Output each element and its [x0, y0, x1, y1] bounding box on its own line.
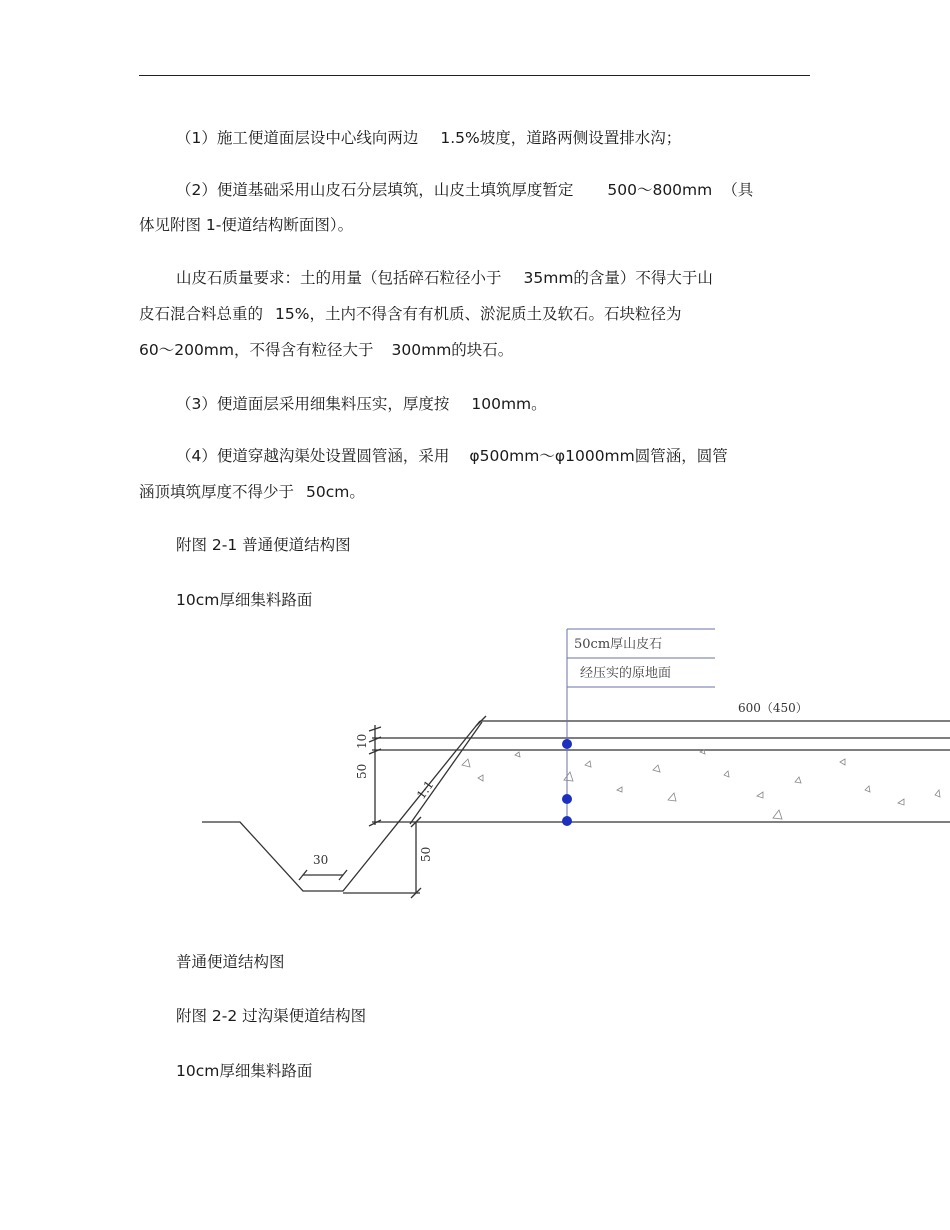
paragraph-3-line-3 — [139, 340, 810, 360]
paragraph-5-line-2 — [139, 482, 810, 502]
p5-text-a: （4）便道穿越沟渠处设置圆管涵，采用 — [176, 447, 450, 465]
p2-text-c: （具 — [722, 181, 754, 199]
road-cross-section-diagram — [0, 615, 950, 915]
p3-text-b: 35mm的含量）不得大于山 — [523, 269, 713, 287]
paragraph-4 — [176, 394, 810, 414]
p4-text-b: 100mm。 — [471, 395, 547, 413]
p2-text-a: （2）便道基础采用山皮石分层填筑，山皮土填筑厚度暂定 — [176, 181, 574, 199]
paragraph-5-line-1 — [176, 446, 810, 466]
p2-text-b: 500～800mm — [607, 181, 713, 199]
figure-1-title: 附图 2-1 普通便道结构图 — [176, 536, 351, 554]
slope-guide-line — [410, 722, 482, 824]
figure-1-name: 普通便道结构图 — [176, 953, 285, 971]
p1-text-a: （1）施工便道面层设中心线向两边 — [176, 129, 419, 147]
p4-text-a: （3）便道面层采用细集料压实，厚度按 — [176, 395, 450, 413]
p5-text-b: φ500mm～φ1000mm圆管涵，圆管 — [469, 447, 728, 465]
gravel-texture — [462, 750, 940, 819]
p3-text-c: 皮石混合料总重的 — [139, 305, 264, 323]
figure-2-surface-caption: 10cm厚细集料路面 — [176, 1062, 313, 1080]
p2-text-d: 体见附图 1-便道结构断面图）。 — [139, 216, 354, 234]
p3-text-d: 15%，土内不得含有有机质、淤泥质土及软石。石块粒径为 — [275, 305, 682, 323]
paragraph-2-line-2 — [139, 215, 810, 235]
dim-ditch-depth-label: 50 — [419, 846, 433, 862]
marker-surface — [562, 739, 572, 749]
paragraph-3-line-1 — [176, 268, 810, 288]
figure-1-surface-caption: 10cm厚细集料路面 — [176, 591, 313, 609]
marker-ground — [562, 816, 572, 826]
p5-text-c: 涵顶填筑厚度不得少于 — [139, 483, 295, 501]
marker-base — [562, 794, 572, 804]
paragraph-2-line-1 — [176, 180, 810, 200]
figure-2-title: 附图 2-2 过沟渠便道结构图 — [176, 1007, 367, 1025]
dim-base-label: 50 — [355, 763, 369, 779]
paragraph-3-line-2 — [139, 304, 810, 324]
dim-slope-label: 1:1 — [413, 777, 437, 802]
p3-text-a: 山皮石质量要求：土的用量（包括碎石粒径小于 — [176, 269, 502, 287]
paragraph-1 — [176, 128, 810, 148]
header-rule — [139, 75, 810, 76]
label-base: 50cm厚山皮石 — [574, 637, 663, 652]
p3-text-f: 300mm的块石。 — [391, 341, 514, 359]
p5-text-d: 50cm。 — [306, 483, 365, 501]
dim-ditch-bottom-label: 30 — [313, 853, 329, 867]
p1-text-b: 1.5%坡度，道路两侧设置排水沟； — [440, 129, 682, 147]
p3-text-e: 60～200mm，不得含有粒径大于 — [139, 341, 374, 359]
ditch-and-slope-profile — [202, 721, 480, 891]
dim-width-label: 600（450） — [738, 701, 808, 715]
label-ground: 经压实的原地面 — [580, 666, 672, 681]
dim-surface-label: 10 — [355, 733, 369, 749]
